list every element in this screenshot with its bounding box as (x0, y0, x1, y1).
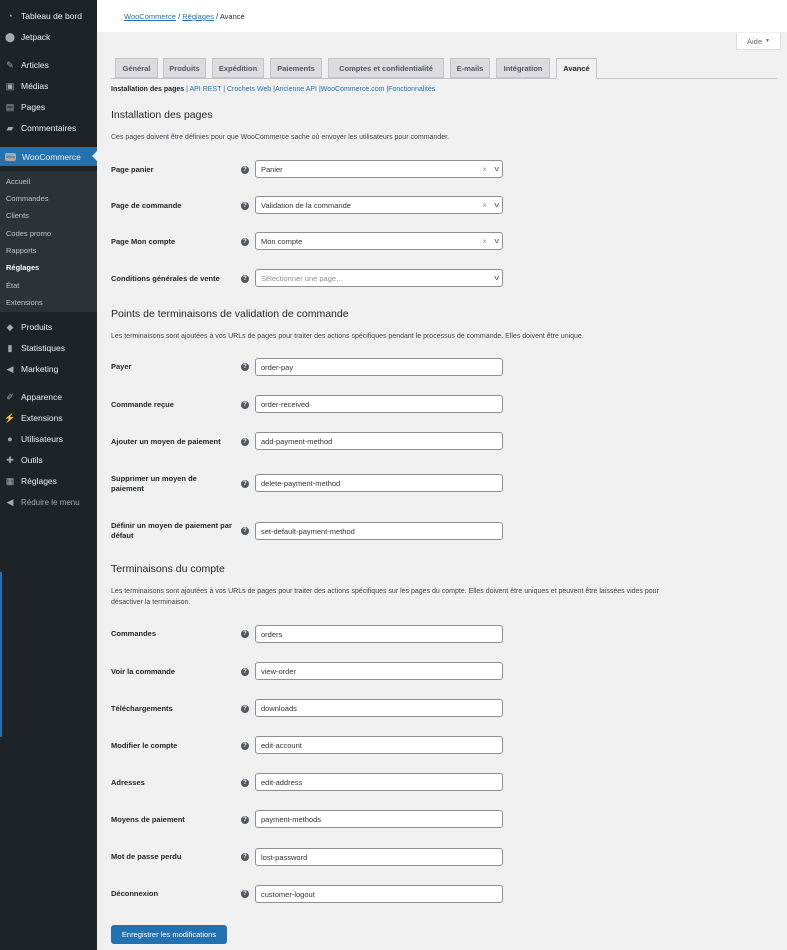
section-description (111, 586, 659, 608)
sidebar-item-jetpack[interactable] (0, 28, 97, 46)
save-button[interactable]: Enregistrer les modifications (111, 925, 227, 944)
sidebar-item-label: Réduire le menu (21, 497, 80, 507)
help-tip-icon[interactable]: ? (241, 630, 249, 638)
sidebar-item-label: Utilisateurs (21, 434, 64, 444)
field-label: Page panier (111, 165, 154, 174)
breadcrumb-woocommerce-link[interactable]: WooCommerce (124, 12, 176, 21)
sidebar-item-tools[interactable] (0, 451, 97, 469)
collapse-icon: ◀ (6, 496, 14, 507)
submenu-item-reglages[interactable]: Réglages (6, 263, 40, 272)
subnav-legacy-api[interactable]: Ancienne API (274, 86, 317, 93)
help-tip-icon[interactable]: ? (241, 816, 249, 824)
help-tip-icon[interactable]: ? (241, 742, 249, 750)
pin-icon: ✎ (6, 59, 14, 70)
sidebar-item-extensions[interactable] (0, 409, 97, 427)
section-description: Les terminaisons sont ajoutées à vos URLs de pages pour traiter des actions spécifiques pendant le processus de commande. Elles doivent être unique. (111, 333, 584, 340)
appearance-icon: ✐ (6, 391, 14, 402)
submenu-item-accueil[interactable]: Accueil (6, 177, 31, 186)
woocommerce-submenu (0, 171, 97, 312)
help-tip-icon[interactable]: ? (241, 166, 249, 174)
section-title-pages: Installation des pages (111, 109, 213, 121)
sidebar-accent (0, 572, 2, 737)
sidebar-item-comments[interactable] (0, 119, 97, 137)
sidebar-item-appearance[interactable] (0, 388, 97, 406)
submenu-item-extensions[interactable]: Extensions (6, 298, 43, 307)
sidebar-item-label: Marketing (21, 364, 59, 374)
products-icon: ◆ (6, 321, 14, 332)
sidebar-item-label: Médias (21, 81, 49, 91)
delete-payment-method-endpoint-input[interactable] (255, 474, 503, 492)
help-label: Aide (747, 36, 763, 46)
subnav-webhooks[interactable]: Crochets Web (226, 86, 272, 93)
tab-general[interactable]: Général (115, 58, 158, 78)
woocommerce-icon: Woo (6, 153, 15, 159)
breadcrumb-separator: / (216, 12, 219, 21)
description-line: désactiver la terminaison. (111, 599, 191, 606)
subnav-features[interactable]: Fonctionnalités (388, 86, 436, 93)
clear-icon[interactable]: × (482, 200, 487, 210)
help-tip-icon[interactable]: ? (241, 275, 249, 283)
field-label: Adresses (111, 778, 145, 787)
sidebar-item-marketing[interactable] (0, 360, 97, 378)
sidebar-item-label: Réglages (21, 476, 57, 486)
sidebar-item-label: Apparence (21, 392, 63, 402)
chevron-down-icon: v (493, 165, 499, 173)
edit-address-endpoint-input[interactable] (255, 773, 503, 791)
help-tip-icon[interactable]: ? (241, 853, 249, 861)
set-default-payment-method-endpoint-input[interactable] (255, 522, 503, 540)
help-tip-icon[interactable]: ? (241, 438, 249, 446)
submenu-item-rapports[interactable]: Rapports (6, 246, 37, 255)
help-tip-icon[interactable]: ? (241, 202, 249, 210)
lost-password-endpoint-input[interactable] (255, 848, 503, 866)
sidebar-item-label: Pages (21, 102, 46, 112)
sidebar-item-settings[interactable] (0, 472, 97, 490)
sidebar-item-label: Tableau de bord (21, 11, 82, 21)
submenu-item-clients[interactable]: Clients (6, 211, 29, 220)
chevron-down-icon: v (493, 201, 499, 209)
field-label: Commandes (111, 629, 157, 638)
add-payment-method-endpoint-input[interactable] (255, 432, 503, 450)
settings-icon: ▦ (5, 475, 15, 486)
field-label: Définir un moyen de paiement par défaut (111, 521, 232, 540)
help-tip-icon[interactable]: ? (241, 890, 249, 898)
help-button[interactable] (736, 33, 781, 50)
breadcrumb-reglages-link[interactable]: Réglages (182, 12, 214, 21)
breadcrumb-current: Avancé (219, 12, 245, 21)
select-placeholder: Sélectionner une page… (261, 273, 344, 283)
sidebar-item-label: Articles (21, 60, 49, 70)
select-value: Mon compte (261, 236, 303, 246)
users-icon: ● (7, 433, 13, 444)
order-received-endpoint-input[interactable] (255, 395, 503, 413)
help-tip-icon[interactable]: ? (241, 527, 249, 535)
help-tip-icon[interactable]: ? (241, 238, 249, 246)
sub-navigation: Installation des pages | API REST | Crochets Web |Ancienne API |WooCommerce.com |Fonctionnalités (111, 86, 436, 93)
sidebar-item-products[interactable] (0, 318, 97, 336)
field-label: Ajouter un moyen de paiement (111, 437, 221, 446)
sidebar-item-dashboard[interactable] (0, 7, 97, 25)
tools-icon: ✚ (6, 454, 14, 465)
payment-methods-endpoint-input[interactable] (255, 810, 503, 828)
downloads-endpoint-input[interactable] (255, 699, 503, 717)
help-tip-icon[interactable]: ? (241, 705, 249, 713)
admin-sidebar (0, 0, 97, 950)
tab-comptes[interactable]: Comptes et confidentialité (328, 58, 444, 78)
sidebar-item-label: Statistiques (21, 343, 65, 353)
field-label: Modifier le compte (111, 741, 178, 750)
edit-account-endpoint-input[interactable] (255, 736, 503, 754)
pay-endpoint-input[interactable] (255, 358, 503, 376)
orders-endpoint-input[interactable] (255, 625, 503, 643)
plugins-icon: ⚡ (4, 412, 16, 423)
collapse-menu-button[interactable] (0, 493, 97, 511)
tab-avance[interactable]: Avancé (556, 58, 597, 79)
select-value: Validation de la commande (261, 200, 351, 210)
breadcrumb (124, 12, 245, 21)
tab-expedition[interactable]: Expédition (212, 58, 264, 78)
field-label: Commande reçue (111, 400, 174, 409)
sidebar-item-articles[interactable] (0, 56, 97, 74)
sidebar-item-label: Commentaires (21, 123, 77, 133)
terms-page-select[interactable] (255, 269, 503, 287)
subnav-api-rest[interactable]: API REST (189, 86, 222, 93)
tab-produits[interactable]: Produits (163, 58, 206, 78)
sidebar-item-label: Extensions (21, 413, 63, 423)
view-order-endpoint-input[interactable] (255, 662, 503, 680)
chevron-down-icon: v (493, 274, 499, 282)
section-title-account-endpoints: Terminaisons du compte (111, 563, 225, 575)
cart-page-select[interactable] (255, 160, 503, 178)
tab-integration[interactable]: Intégration (496, 58, 550, 78)
sidebar-item-woocommerce[interactable] (0, 147, 97, 166)
help-tip-icon[interactable]: ? (241, 480, 249, 488)
tab-paiements[interactable]: Paiements (270, 58, 322, 78)
comments-icon: ▰ (6, 122, 14, 133)
tabs-divider (111, 78, 777, 79)
sidebar-item-label: Outils (21, 455, 43, 465)
field-label: Voir la commande (111, 667, 176, 676)
field-label: Page de commande (111, 201, 182, 210)
sidebar-item-users[interactable] (0, 430, 97, 448)
help-tip-icon[interactable]: ? (241, 363, 249, 371)
field-label: Moyens de paiement (111, 815, 185, 824)
tab-emails[interactable]: E-mails (450, 58, 490, 78)
myaccount-page-select[interactable] (255, 232, 503, 250)
submenu-item-commandes[interactable]: Commandes (6, 194, 49, 203)
sidebar-item-label: Jetpack (21, 32, 51, 42)
submenu-item-codes-promo[interactable]: Codes promo (6, 229, 52, 238)
help-tip-icon[interactable]: ? (241, 401, 249, 409)
field-label: Mot de passe perdu (111, 852, 182, 861)
help-tip-icon[interactable]: ? (241, 779, 249, 787)
dashboard-icon: ◔ (7, 10, 13, 21)
marketing-icon: ◀ (6, 363, 14, 374)
page-header (97, 0, 787, 32)
subnav-current: Installation des pages (111, 86, 185, 93)
field-label: Conditions générales de vente (111, 274, 220, 283)
field-label: Supprimer un moyen de paiement (111, 474, 197, 493)
customer-logout-endpoint-input[interactable] (255, 885, 503, 903)
subnav-woocommerce-com[interactable]: WooCommerce.com (320, 86, 385, 93)
sidebar-item-pages[interactable] (0, 98, 97, 116)
caret-down-icon: ▼ (765, 38, 770, 44)
field-label: Téléchargements (111, 704, 173, 713)
media-icon: ▣ (5, 80, 15, 91)
sidebar-item-label: Produits (21, 322, 53, 332)
chevron-down-icon: v (493, 237, 499, 245)
stats-icon: ▮ (7, 342, 13, 353)
sidebar-item-media[interactable] (0, 77, 97, 95)
field-label: Déconnexion (111, 889, 159, 898)
clear-icon[interactable]: × (482, 164, 487, 174)
section-description: Ces pages doivent être définies pour que WooCommerce sache où envoyer les utilisateurs pour commander. (111, 134, 449, 141)
field-label: Page Mon compte (111, 237, 176, 246)
field-label: Payer (111, 362, 132, 371)
description-line: Les terminaisons sont ajoutées à vos URLs de pages pour traiter des actions spécifiques sur les pages du compte. Elles doivent être uniques et peuvent être laissées vides pour (111, 588, 659, 595)
submenu-item-etat[interactable]: État (6, 281, 20, 290)
jetpack-icon: ⬤ (4, 31, 16, 42)
clear-icon[interactable]: × (482, 236, 487, 246)
sidebar-item-statistics[interactable] (0, 339, 97, 357)
breadcrumb-separator: / (178, 12, 181, 21)
section-title-checkout-endpoints: Points de terminaisons de validation de commande (111, 308, 349, 320)
select-value: Panier (261, 164, 283, 174)
checkout-page-select[interactable] (255, 196, 503, 214)
help-tip-icon[interactable]: ? (241, 668, 249, 676)
pages-icon: ▤ (5, 101, 15, 112)
sidebar-item-label: WooCommerce (22, 151, 81, 162)
